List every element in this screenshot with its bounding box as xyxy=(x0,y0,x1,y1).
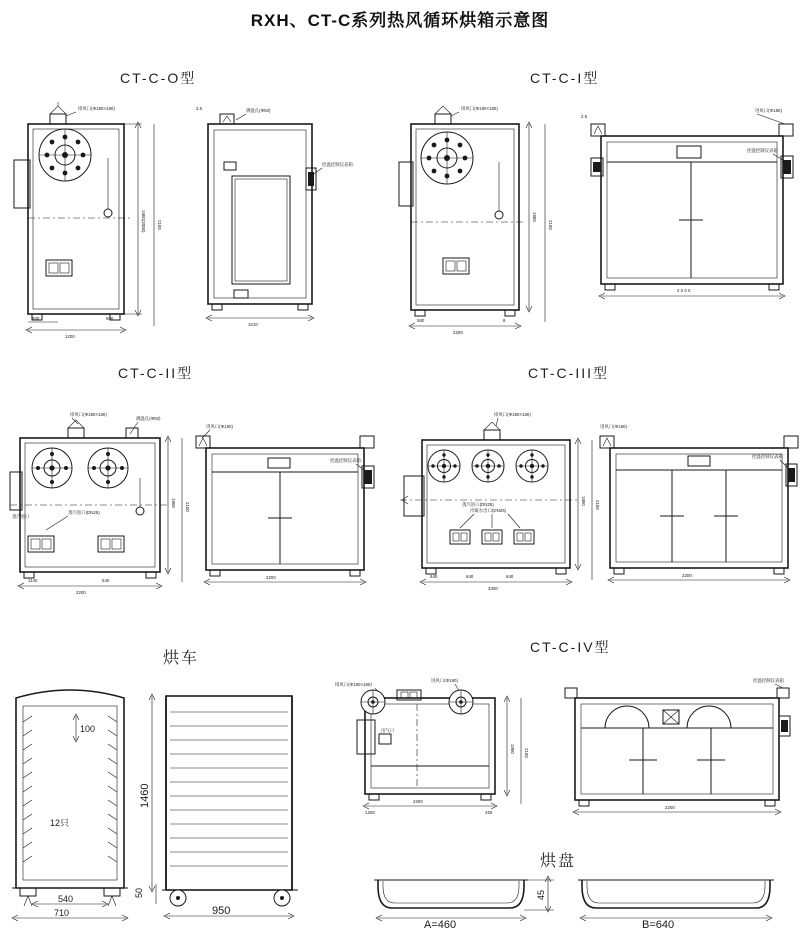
svg-text:2200: 2200 xyxy=(76,590,86,595)
svg-text:2200: 2200 xyxy=(266,575,276,580)
svg-text:B=640: B=640 xyxy=(642,919,675,931)
svg-text:450: 450 xyxy=(485,810,493,815)
svg-text:1200: 1200 xyxy=(65,334,75,339)
figure-cart xyxy=(6,678,336,928)
svg-text:冷凝水出口(DN25): 冷凝水出口(DN25) xyxy=(470,508,507,513)
svg-text:排风口(Φ180×180): 排风口(Φ180×180) xyxy=(494,412,531,417)
svg-text:2100: 2100 xyxy=(524,748,529,758)
section-title-tray: 烘盘 xyxy=(540,853,577,870)
svg-text:2.6: 2.6 xyxy=(196,106,203,111)
svg-text:640: 640 xyxy=(430,574,438,579)
svg-text:1010: 1010 xyxy=(248,322,258,327)
svg-text:1200: 1200 xyxy=(365,810,375,815)
section-title-ct-c-4: CT-C-IV型 xyxy=(530,639,611,655)
svg-text:50: 50 xyxy=(134,887,144,898)
svg-text:1140: 1140 xyxy=(28,578,38,583)
svg-text:3300: 3300 xyxy=(488,586,498,591)
svg-text:600: 600 xyxy=(32,316,40,321)
svg-text:控温控制仪表箱: 控温控制仪表箱 xyxy=(752,454,783,459)
svg-text:控温控制仪表箱: 控温控制仪表箱 xyxy=(753,678,784,683)
svg-text:540: 540 xyxy=(58,894,74,904)
svg-text:2 2 0 0: 2 2 0 0 xyxy=(677,288,691,293)
svg-text:排风口(Φ180×180): 排风口(Φ180×180) xyxy=(335,682,372,687)
svg-text:640: 640 xyxy=(102,578,110,583)
figure-tray xyxy=(370,872,790,934)
svg-text:进风口(Φ180): 进风口(Φ180) xyxy=(600,424,627,429)
figure-ct-c-4 xyxy=(335,672,800,822)
svg-text:控温控制仪表箱: 控温控制仪表箱 xyxy=(322,162,353,167)
svg-text:2100: 2100 xyxy=(548,220,553,230)
section-title-ct-c-2: CT-C-II型 xyxy=(118,365,194,381)
svg-text:控温控制仪表箱: 控温控制仪表箱 xyxy=(747,148,778,153)
svg-text:600: 600 xyxy=(106,316,114,321)
svg-text:45: 45 xyxy=(536,889,546,900)
page-title: RXH、CT-C系列热风循环烘箱示意图 xyxy=(250,11,550,30)
svg-text:1800(2000): 1800(2000) xyxy=(141,210,146,233)
svg-text:进风口(Φ180): 进风口(Φ180) xyxy=(431,678,458,683)
svg-text:640: 640 xyxy=(506,574,514,579)
svg-text:1800: 1800 xyxy=(510,744,515,754)
svg-text:710: 710 xyxy=(54,908,70,918)
svg-text:100: 100 xyxy=(80,724,96,734)
svg-text:2100: 2100 xyxy=(185,502,190,512)
svg-text:1800: 1800 xyxy=(532,212,537,222)
svg-text:排风口(Φ180×180): 排风口(Φ180×180) xyxy=(461,106,498,111)
svg-text:1800: 1800 xyxy=(581,496,586,506)
svg-text:580: 580 xyxy=(417,318,425,323)
svg-text:2.5: 2.5 xyxy=(581,114,588,119)
figure-ct-c-2 xyxy=(10,400,380,600)
figure-ct-c-0 xyxy=(10,100,370,350)
svg-text:蒸汽进口(DN25): 蒸汽进口(DN25) xyxy=(462,502,494,507)
svg-text:控温控制仪表箱: 控温控制仪表箱 xyxy=(330,458,361,463)
svg-text:排风口(Φ180×180): 排风口(Φ180×180) xyxy=(70,412,107,417)
svg-text:1460: 1460 xyxy=(139,783,151,808)
svg-text:进风口(Φ180): 进风口(Φ180) xyxy=(206,424,233,429)
svg-text:2200: 2200 xyxy=(665,805,675,810)
svg-text:1800: 1800 xyxy=(171,498,176,508)
svg-text:12只: 12只 xyxy=(50,818,70,828)
svg-text:2100: 2100 xyxy=(157,220,162,230)
figure-ct-c-3 xyxy=(400,400,795,600)
section-title-ct-c-3: CT-C-III型 xyxy=(528,365,609,381)
section-title-ct-c-1: CT-C-I型 xyxy=(530,70,600,86)
svg-text:2200: 2200 xyxy=(413,799,423,804)
svg-text:2200: 2200 xyxy=(682,573,692,578)
svg-text:A=460: A=460 xyxy=(424,919,457,931)
section-title-ct-c-0: CT-C-O型 xyxy=(120,70,197,86)
svg-text:蒸汽进口(DN25): 蒸汽进口(DN25) xyxy=(68,510,100,515)
svg-text:蒸汽进口: 蒸汽进口 xyxy=(12,514,30,519)
svg-text:排风口(Φ180×180): 排风口(Φ180×180) xyxy=(78,106,115,111)
svg-text:测温孔(Φ50): 测温孔(Φ50) xyxy=(136,416,161,421)
section-title-cart: 烘车 xyxy=(163,650,200,667)
svg-text:进风口(Φ180): 进风口(Φ180) xyxy=(755,108,782,113)
svg-text:2100: 2100 xyxy=(595,500,600,510)
svg-text:测温孔(Φ50): 测温孔(Φ50) xyxy=(246,108,271,113)
figure-ct-c-1 xyxy=(395,100,795,350)
svg-text:950: 950 xyxy=(212,905,231,917)
svg-text:640: 640 xyxy=(466,574,474,579)
svg-text:出气口: 出气口 xyxy=(381,728,395,733)
svg-text:8: 8 xyxy=(503,318,506,323)
svg-text:2200: 2200 xyxy=(453,330,463,335)
